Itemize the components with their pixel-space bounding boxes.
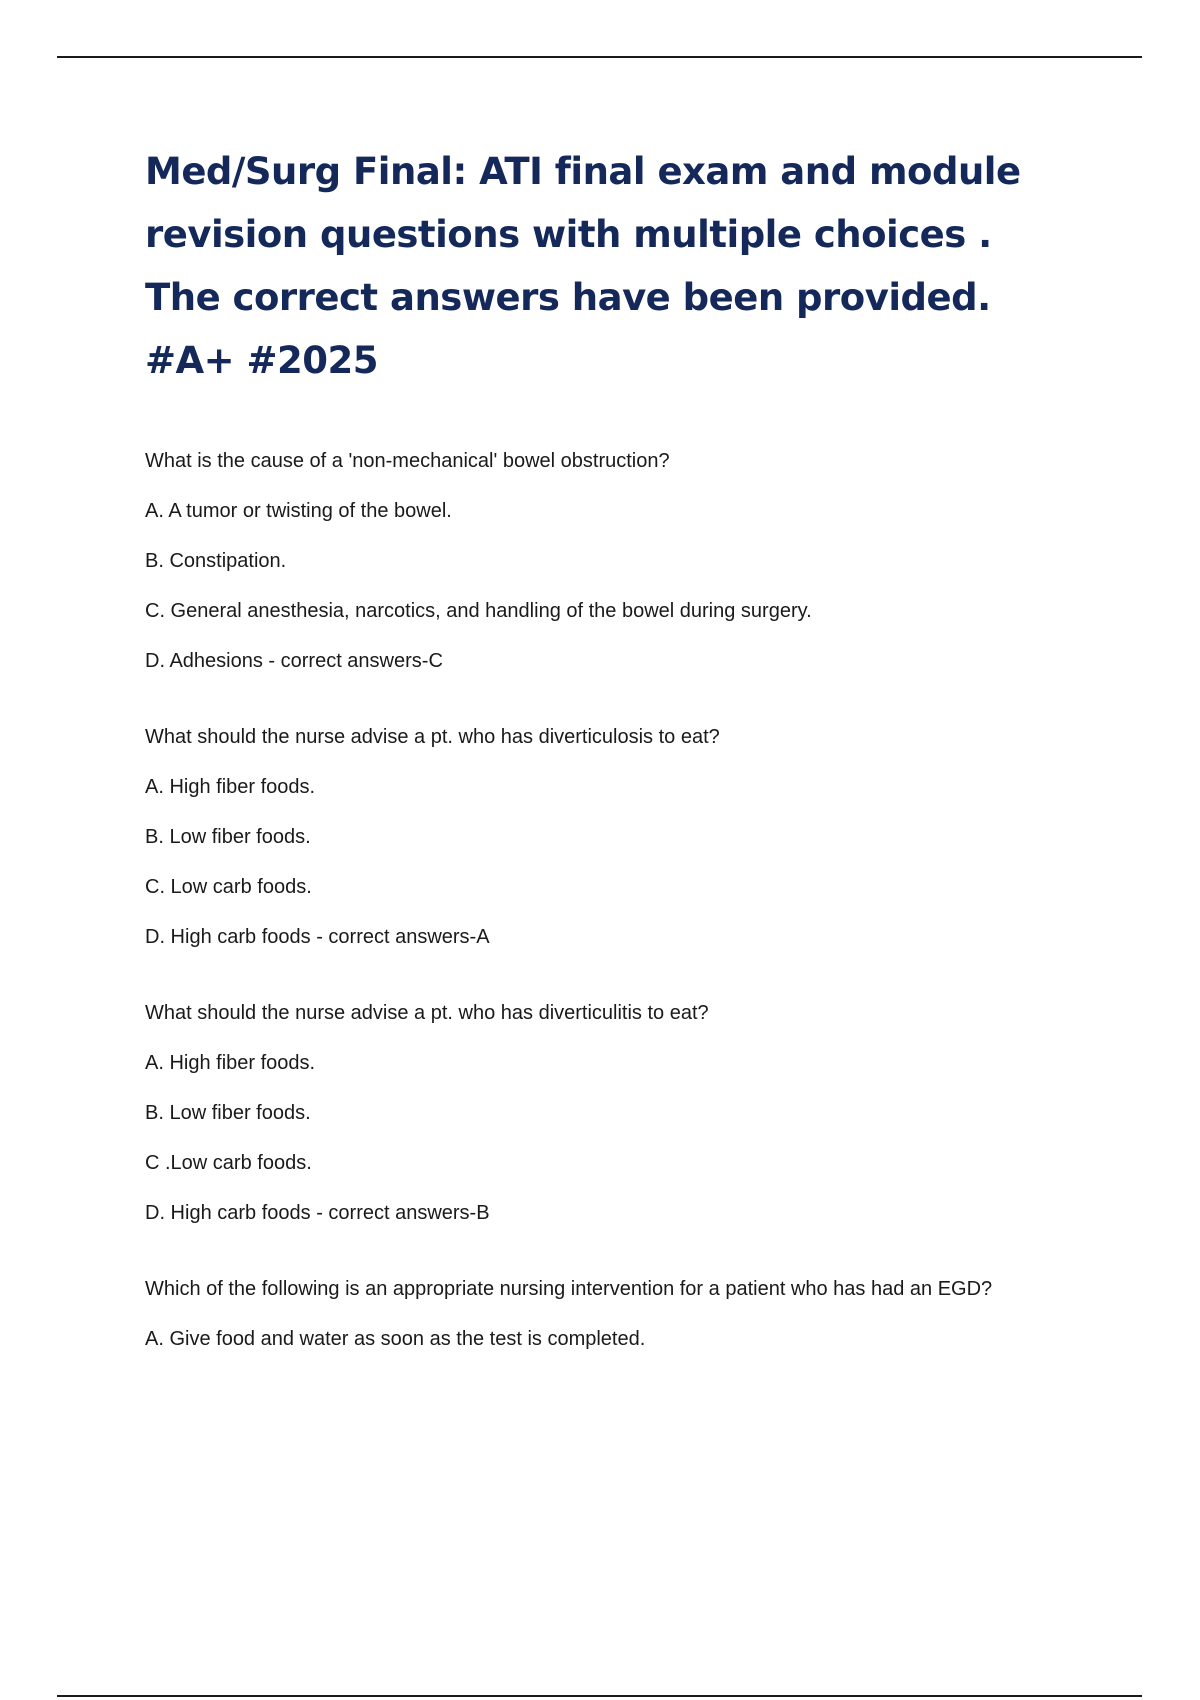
answer-option: C .Low carb foods.: [145, 1152, 312, 1174]
question-list: [145, 448, 1145, 1402]
answer-option: B. Low fiber foods.: [145, 1102, 311, 1124]
answer-option: C. Low carb foods.: [145, 876, 312, 898]
question-text: What should the nurse advise a pt. who has diverticulosis to eat?: [145, 726, 720, 748]
answer-option: B. Low fiber foods.: [145, 826, 311, 848]
question-text: What should the nurse advise a pt. who has diverticulitis to eat?: [145, 1002, 709, 1024]
answer-option: D. High carb foods - correct answers-A: [145, 926, 490, 948]
question-text: What is the cause of a 'non-mechanical' bowel obstruction?: [145, 450, 670, 472]
answer-option: D. Adhesions - correct answers-C: [145, 650, 443, 672]
answer-option: C. General anesthesia, narcotics, and handling of the bowel during surgery.: [145, 600, 812, 622]
question-block: [145, 724, 1145, 950]
question-text: Which of the following is an appropriate nursing intervention for a patient who has had an EGD?: [145, 1278, 993, 1300]
answer-option: A. A tumor or twisting of the bowel.: [145, 500, 452, 522]
header-divider: [57, 56, 1142, 58]
footer-divider: [57, 1695, 1142, 1697]
answer-option: B. Constipation.: [145, 550, 287, 572]
question-block: [145, 1276, 1145, 1352]
answer-option: D. High carb foods - correct answers-B: [145, 1202, 490, 1224]
question-block: [145, 1000, 1145, 1226]
document-title: Med/Surg Final: ATI final exam and module revision questions with multiple choices . The correct answers have been provided. #A+ #2025: [145, 150, 1021, 382]
answer-option: A. High fiber foods.: [145, 1052, 316, 1074]
question-block: [145, 448, 1145, 674]
answer-option: A. High fiber foods.: [145, 776, 316, 798]
answer-option: A. Give food and water as soon as the test is completed.: [145, 1328, 646, 1350]
